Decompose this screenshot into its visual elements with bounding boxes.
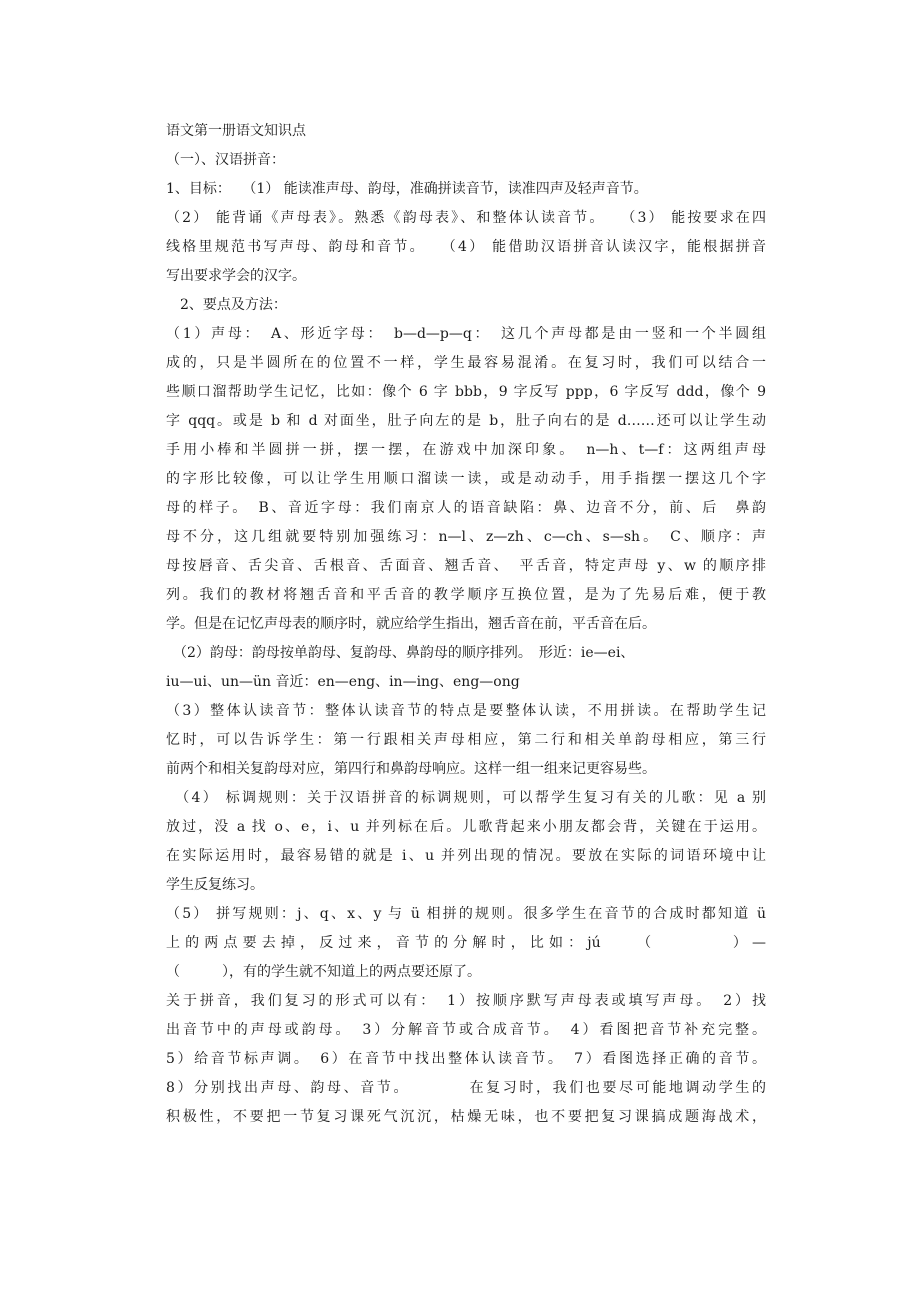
text-line: 学。但是在记忆声母表的顺序时，就应给学生指出，翘舌音在前，平舌音在后。 <box>166 616 656 632</box>
text-line: 些顺口溜帮助学生记忆，比如：像个 6 字 bbb，9 字反写 ppp，6 字反写 ddd，像个 9 <box>166 384 766 400</box>
text-line: （2） 能背诵《声母表》。熟悉《韵母表》、和整体认读音节。 （3） 能按要求在四 <box>166 210 766 226</box>
text-line: 字 qqq。或是 b 和 d 对面坐，肚子向左的是 b，肚子向右的是 d……还可以让学生动 <box>166 413 766 429</box>
text-line: 2、要点及方法： <box>166 297 287 313</box>
text-line: （1）声母： A、形近字母： b—d—p—q： 这几个声母都是由一竖和一个半圆组 <box>166 326 766 342</box>
text-line: 母按唇音、舌尖音、舌根音、舌面音、翘舌音、 平舌音，特定声母 y、w 的顺序排 <box>166 558 766 574</box>
text-line: 成的，只是半圆所在的位置不一样，学生最容易混淆。在复习时，我们可以结合一 <box>166 355 766 371</box>
text-line: 手用小棒和半圆拼一拼，摆一摆，在游戏中加深印象。 n—h、t—f：这两组声母 <box>166 442 766 458</box>
document-body <box>166 117 766 1132</box>
text-line: 上的两点要去掉，反过来，音节的分解时，比如：jú （ ）— <box>166 935 766 951</box>
text-line: （一）、汉语拼音： <box>166 152 285 168</box>
text-line: 1、目标： （1） 能读准声母、韵母，准确拼读音节，读准四声及轻声音节。 <box>166 181 648 197</box>
text-line: 线格里规范书写声母、韵母和音节。 （4） 能借助汉语拼音认读汉字，能根据拼音 <box>166 239 766 255</box>
text-line: 关于拼音，我们复习的形式可以有： 1）按顺序默写声母表或填写声母。 2）找 <box>166 993 766 1009</box>
text-line: 忆时，可以告诉学生：第一行跟相关声母相应，第二行和相关单韵母相应，第三行 <box>166 732 766 748</box>
text-line: 母的样子。 B、音近字母：我们南京人的语音缺陷：鼻、边音不分，前、后 鼻韵 <box>166 500 766 516</box>
text-line: 积极性，不要把一节复习课死气沉沉，枯燥无味，也不要把复习课搞成题海战术， <box>166 1109 766 1125</box>
text-line: （2）韵母：韵母按单韵母、复韵母、鼻韵母的顺序排列。 形近：ie—ei、 <box>166 645 635 661</box>
text-line: 5）给音节标声调。 6）在音节中找出整体认读音节。 7）看图选择正确的音节。 <box>166 1051 766 1067</box>
text-line: （ ），有的学生就不知道上的两点要还原了。 <box>166 964 481 980</box>
text-line: 的字形比较像，可以让学生用顺口溜读一读，或是动动手，用手指摆一摆这几个字 <box>166 471 766 487</box>
text-line: （4） 标调规则：关于汉语拼音的标调规则，可以帮学生复习有关的儿歌：见 a 别 <box>166 790 766 806</box>
text-line: 母不分，这几组就要特别加强练习：n—l、z—zh、c—ch、s—sh。 C、顺序：声 <box>166 529 766 545</box>
text-line: 写出要求学会的汉字。 <box>166 268 306 284</box>
text-line: iu—ui、un—ün 音近：en—eng、in—ing、eng—ong <box>166 674 520 690</box>
text-line: 前两个和相关复韵母对应，第四行和鼻韵母响应。这样一组一组来记更容易些。 <box>166 761 656 777</box>
text-line: （5） 拼写规则：j、q、x、y 与 ü 相拼的规则。很多学生在音节的合成时都知道 ü <box>166 906 766 922</box>
text-line: 出音节中的声母或韵母。 3）分解音节或合成音节。 4）看图把音节补充完整。 <box>166 1022 766 1038</box>
text-line: 放过，没 a 找 o、e，i、u 并列标在后。儿歌背起来小朋友都会背，关键在于运用。 <box>166 819 766 835</box>
text-line: （3）整体认读音节：整体认读音节的特点是要整体认读，不用拼读。在帮助学生记 <box>166 703 766 719</box>
text-line: 8）分别找出声母、韵母、音节。 在复习时，我们也要尽可能地调动学生的 <box>166 1080 766 1096</box>
text-line: 在实际运用时，最容易错的就是 i、u 并列出现的情况。要放在实际的词语环境中让 <box>166 848 766 864</box>
text-line: 列。我们的教材将翘舌音和平舌音的教学顺序互换位置，是为了先易后难，便于教 <box>166 587 766 603</box>
text-line: 学生反复练习。 <box>166 877 264 893</box>
document-title: 语文第一册语文知识点 <box>166 123 306 139</box>
